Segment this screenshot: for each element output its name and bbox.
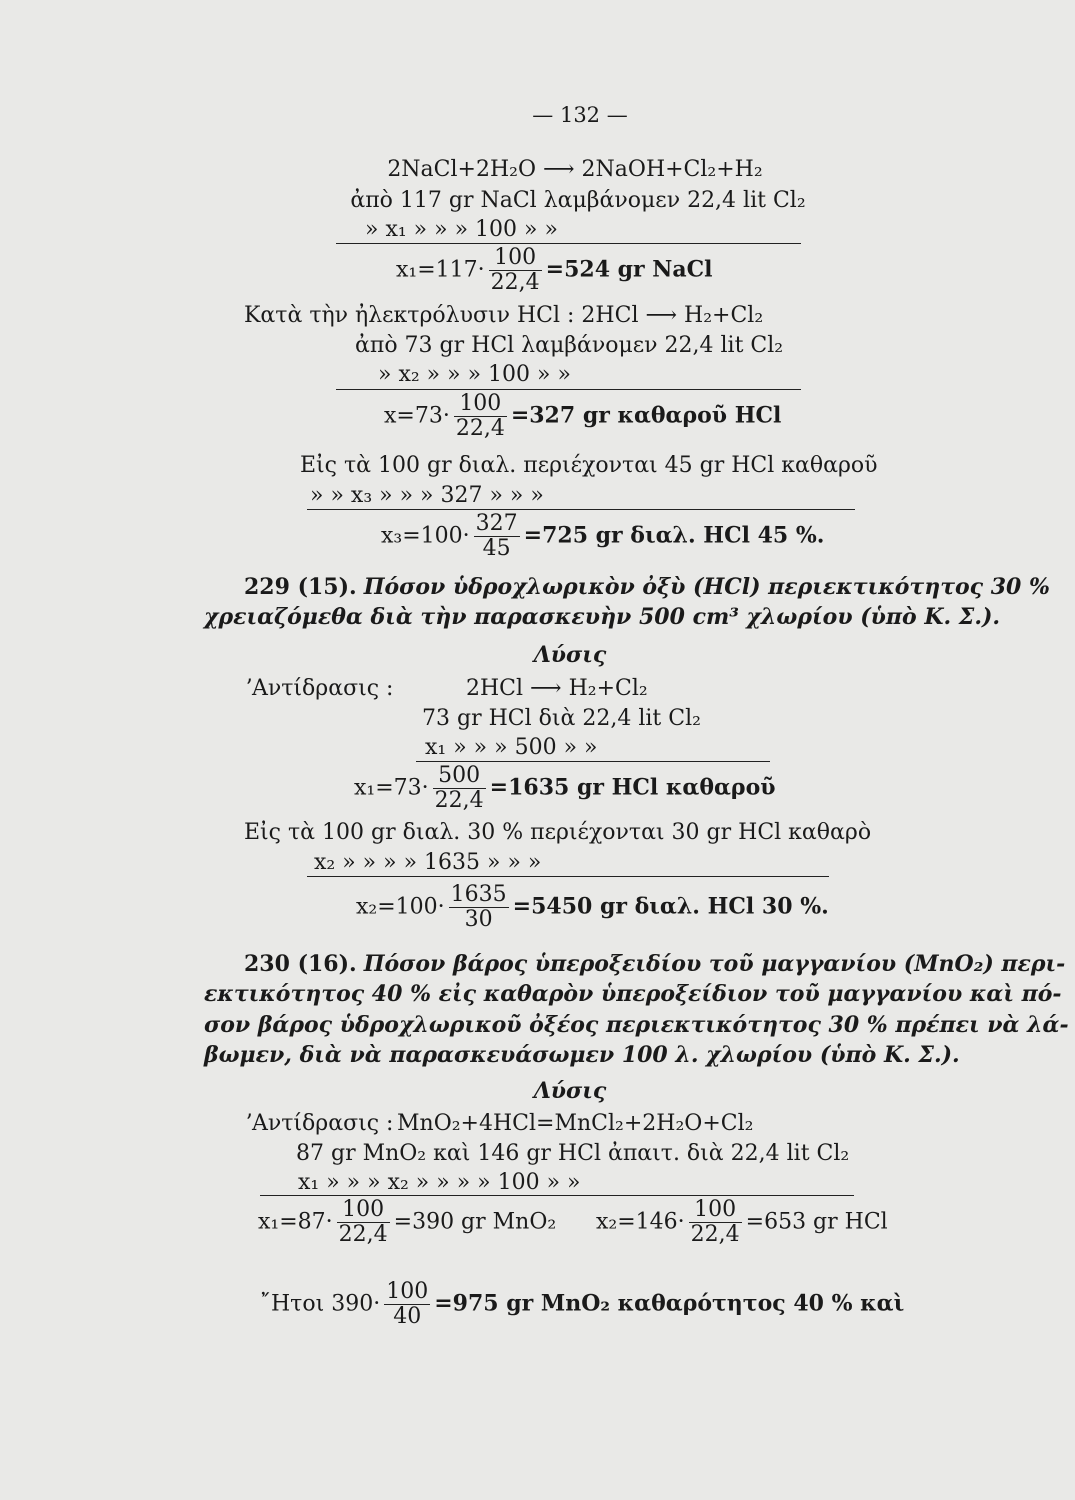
calculation xyxy=(396,246,713,295)
calc-result: =5450 gr διαλ. HCl 30 %. xyxy=(512,893,829,920)
reaction-nacl-electrolysis: 2NaCl+2H₂O ⟶ 2NaOH+Cl₂+H₂ xyxy=(387,157,763,182)
problem-number: 229 (15). xyxy=(244,574,357,600)
calculation xyxy=(356,883,829,932)
proportion-rule xyxy=(307,509,855,510)
problem-text: Πόσον ὑδροχλωρικὸν ὀξὺ (HCl) περιεκτικότητος 30 % xyxy=(363,574,1050,600)
calc-left: x₃=100· xyxy=(381,523,470,549)
fraction xyxy=(433,764,486,813)
reaction: 2HCl ⟶ H₂+Cl₂ xyxy=(466,676,648,701)
problem-text: σον βάρος ὑδροχλωρικοῦ ὀξέος περιεκτικότητος 30 % πρέπει νὰ λά- xyxy=(204,1012,1069,1038)
fraction-denominator: 22,4 xyxy=(690,1222,740,1247)
calculation xyxy=(381,512,824,561)
solution-heading: Λύσις xyxy=(533,642,607,668)
calc-left: x₁=87· xyxy=(258,1209,333,1235)
reaction-label: ʼΑντίδρασις : xyxy=(245,676,394,701)
fraction-denominator: 22,4 xyxy=(338,1222,388,1247)
calc-result: =390 gr MnO₂ xyxy=(393,1209,557,1235)
proportion-line: » x₁ » » » 100 » » xyxy=(365,217,558,242)
fraction-numerator: 500 xyxy=(433,764,486,789)
proportion-rule xyxy=(336,389,801,390)
calculation xyxy=(258,1198,556,1247)
calc-left: x₂=146· xyxy=(596,1209,685,1235)
fraction xyxy=(689,1198,742,1247)
problem-230-statement xyxy=(244,951,1065,978)
reaction-label: ʼΑντίδρασις : xyxy=(245,1111,394,1136)
problem-text: βωμεν, διὰ νὰ παρασκευάσωμεν 100 λ. χλωρίου (ὑπὸ Κ. Σ.). xyxy=(204,1042,960,1068)
calc-left: ῎Ητοι 390· xyxy=(260,1291,381,1317)
proportion-line: ἀπὸ 117 gr NaCl λαμβάνομεν 22,4 lit Cl₂ xyxy=(350,188,806,213)
problem-number: 230 (16). xyxy=(244,951,357,977)
calc-left: x₂=100· xyxy=(356,894,445,920)
fraction-denominator: 45 xyxy=(482,536,511,561)
proportion-rule xyxy=(416,761,770,762)
calc-left: x=73· xyxy=(384,403,450,429)
proportion-line: Εἰς τὰ 100 gr διαλ. περιέχονται 45 gr HCl καθαροῦ xyxy=(300,453,878,478)
page-number: — 132 — xyxy=(532,103,628,127)
calc-result: =327 gr καθαροῦ HCl xyxy=(510,402,782,429)
calculation xyxy=(596,1198,888,1247)
proportion-line: 73 gr HCl διὰ 22,4 lit Cl₂ xyxy=(422,706,701,731)
calc-left: x₁=117· xyxy=(396,257,485,283)
proportion-line: x₁ » » » x₂ » » » » 100 » » xyxy=(298,1170,581,1195)
proportion-line: 87 gr MnO₂ καὶ 146 gr HCl ἀπαιτ. διὰ 22,4 lit Cl₂ xyxy=(296,1141,850,1166)
proportion-rule xyxy=(307,876,829,877)
proportion-line: ἀπὸ 73 gr HCl λαμβάνομεν 22,4 lit Cl₂ xyxy=(355,333,784,358)
fraction-denominator: 22,4 xyxy=(434,788,484,813)
proportion-line: x₁ » » » 500 » » xyxy=(425,735,598,760)
fraction xyxy=(384,1280,430,1329)
proportion-line: » » x₃ » » » 327 » » » xyxy=(310,483,544,508)
fraction xyxy=(474,512,520,561)
fraction-denominator: 40 xyxy=(393,1304,422,1329)
fraction-denominator: 22,4 xyxy=(455,416,505,441)
calculation xyxy=(354,764,776,813)
problem-text: χρειαζόμεθα διὰ τὴν παρασκευὴν 500 cm³ χλωρίου (ὑπὸ Κ. Σ.). xyxy=(204,604,1001,630)
fraction-numerator: 100 xyxy=(689,1198,742,1223)
calculation xyxy=(384,392,781,441)
fraction-numerator: 1635 xyxy=(450,882,507,907)
proportion-rule xyxy=(336,243,801,244)
electrolysis-intro: Κατὰ τὴν ἠλεκτρόλυσιν HCl : 2HCl ⟶ H₂+Cl₂ xyxy=(244,303,764,328)
proportion-rule xyxy=(260,1195,854,1196)
problem-text: Πόσον βάρος ὑπεροξειδίου τοῦ μαγγανίου (MnO₂) περι- xyxy=(363,951,1066,977)
fraction-numerator: 100 xyxy=(454,392,507,417)
calc-left: x₁=73· xyxy=(354,775,429,801)
calc-result: =1635 gr HCl καθαροῦ xyxy=(489,774,776,801)
fraction-denominator: 22,4 xyxy=(490,270,540,295)
fraction-denominator: 30 xyxy=(464,907,493,932)
calc-result: =524 gr NaCl xyxy=(545,256,713,283)
proportion-line: Εἰς τὰ 100 gr διαλ. 30 % περιέχονται 30 gr HCl καθαρὸ xyxy=(244,820,872,845)
fraction-numerator: 327 xyxy=(475,511,518,536)
fraction xyxy=(337,1198,390,1247)
calc-result: =975 gr MnO₂ καθαρότητος 40 % καὶ xyxy=(434,1290,905,1317)
fraction xyxy=(449,883,509,932)
solution-heading: Λύσις xyxy=(533,1078,607,1104)
reaction: MnO₂+4HCl=MnCl₂+2H₂O+Cl₂ xyxy=(397,1111,754,1136)
fraction xyxy=(489,246,542,295)
calc-result: =725 gr διαλ. HCl 45 %. xyxy=(523,522,825,549)
fraction-numerator: 100 xyxy=(489,246,542,271)
fraction-numerator: 100 xyxy=(337,1198,390,1223)
fraction-numerator: 100 xyxy=(386,1279,429,1304)
problem-text: εκτικότητος 40 % εἰς καθαρὸν ὑπεροξείδιον τοῦ μαγγανίου καὶ πό- xyxy=(204,981,1062,1007)
proportion-line: » x₂ » » » 100 » » xyxy=(378,362,571,387)
proportion-line: x₂ » » » » 1635 » » » xyxy=(314,850,542,875)
calc-result: =653 gr HCl xyxy=(745,1209,888,1235)
final-calculation xyxy=(260,1280,904,1329)
fraction xyxy=(454,392,507,441)
problem-229-statement xyxy=(244,574,1050,601)
